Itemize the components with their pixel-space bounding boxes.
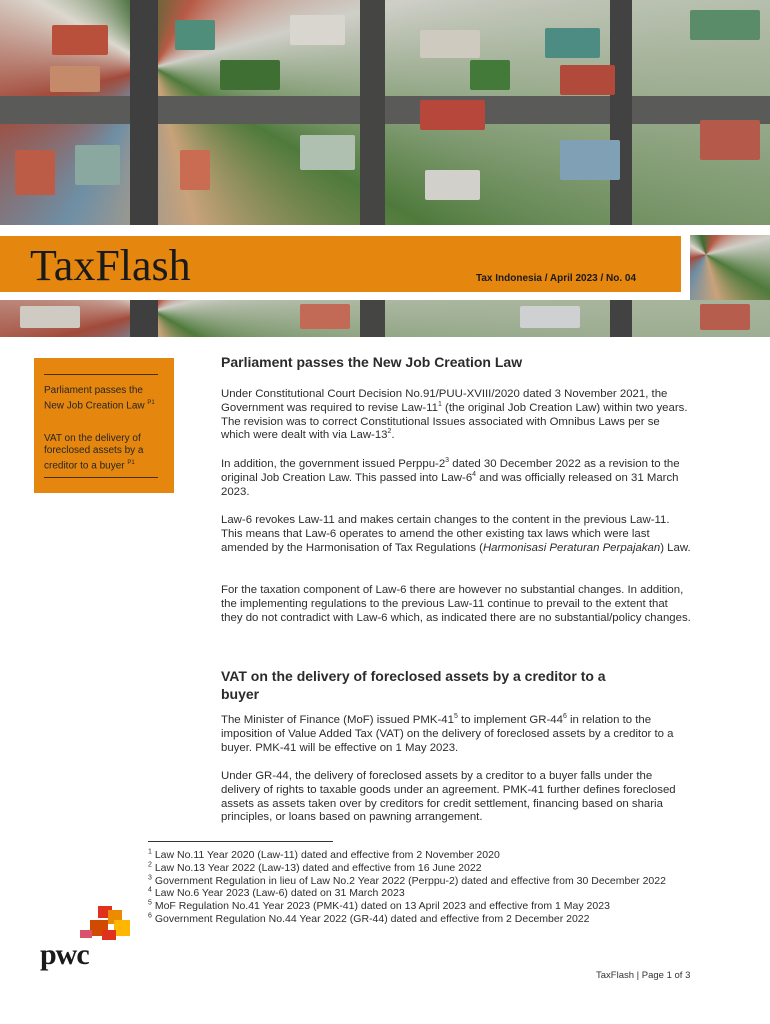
paragraph: In addition, the government issued Perppu-$2^3$ dated 30 December 2022 as a revision to the original Job Creation Law. This passed into Law-$6^4$ and was officially released on 31 March 2023. <box>221 457 680 498</box>
footnote: $^6$ Government Regulation No.44 Year 2022 (GR-44) dated and effective from 2 December 2022 <box>148 912 590 925</box>
paragraph: For the taxation component of Law-6 there are however no substantial changes. In addition, the implementing regulations to the previous Law-11 continue to prevail to the extent that they do not contradict with Law-6 which, as indicated there are no substantial/policy changes. <box>221 584 691 624</box>
section-title-job-creation-law: Parliament passes the New Job Creation Law <box>221 354 523 370</box>
aerial-photo-side <box>690 235 770 300</box>
footnote: $^2$ Law No.13 Year 2022 (Law-13) dated and effective from 16 June 2022 <box>148 861 482 874</box>
contents-item-vat-foreclosed-assets[interactable]: VAT on the delivery of foreclosed assets by a creditor to a buyer $^{P1}$ <box>44 433 144 472</box>
paragraph: Law-6 revokes Law-11 and makes certain changes to the content in the previous Law-11. This means that Law-6 operates to amend the other existing tax laws which were last amended by the Harmonisation of Tax Regulations (Harmonisasi Peraturan Perpajakan) Law. <box>221 514 691 554</box>
contents-box <box>34 358 174 493</box>
paragraph: The Minister of Finance (MoF) issued PMK-$41^5$ to implement $GR-44^6$ in relation to the imposition of Value Added Tax (VAT) on the delivery of foreclosed assets by a creditor to a buyer. PMK-41 will be effective on 1 May 2023. <box>221 713 674 754</box>
contents-item-job-creation-law[interactable]: Parliament passes the New Job Creation Law $^{P1}$ <box>44 385 155 412</box>
pwc-logo-mark <box>80 906 130 940</box>
contents-top-rule <box>44 374 158 375</box>
aerial-photo-top <box>0 0 770 225</box>
page-number: TaxFlash | Page 1 of 3 <box>596 970 691 981</box>
aerial-photo-strip <box>0 300 770 337</box>
footnote: $^5$ MoF Regulation No.41 Year 2023 (PMK-41) dated on 13 April 2023 and effective from 1 May 2023 <box>148 899 610 913</box>
contents-page-ref: P1 <box>127 460 135 466</box>
footnotes <box>148 849 668 926</box>
pwc-logo-text: pwc <box>40 938 89 971</box>
contents-page-ref: P1 <box>147 400 155 406</box>
footnote-rule <box>148 841 333 842</box>
issue-info: Tax Indonesia / April 2023 / No. 04 <box>476 273 637 284</box>
section-title-vat-foreclosed-assets: VAT on the delivery of foreclosed assets by a creditor to a buyer <box>221 668 606 702</box>
footnote: $^3$ Government Regulation in lieu of Law No.2 Year 2022 (Perppu-2) dated and effective from 30 December 2022 <box>148 874 666 887</box>
footnote: $^1$ Law No.11 Year 2020 (Law-11) dated and effective from 2 November 2020 <box>148 848 500 861</box>
footnote: $^4$ Law No.6 Year 2023 (Law-6) dated on 31 March 2023 <box>148 886 405 900</box>
brand-title: TaxFlash <box>30 241 191 290</box>
paragraph: Under Constitutional Court Decision No.91/PUU-XVIII/2020 dated 3 November 2021, the Government was required to revise Law-$11^1$ (the original Job Creation Law) within two years. The revision was to correct Constitutional Issues associated with Omnibus Laws per se which were dealt with via Law-$13^2$. <box>221 388 688 442</box>
contents-bottom-rule <box>44 477 158 478</box>
paragraph: Under GR-44, the delivery of foreclosed assets by a creditor to a buyer falls under the delivery of rights to taxable goods under an agreement. PMK-41 further defines foreclosed assets as assets taken over by creditors for credit settlement, financing based on sharia principles, or loans based on pawning arrangement. <box>221 770 676 824</box>
